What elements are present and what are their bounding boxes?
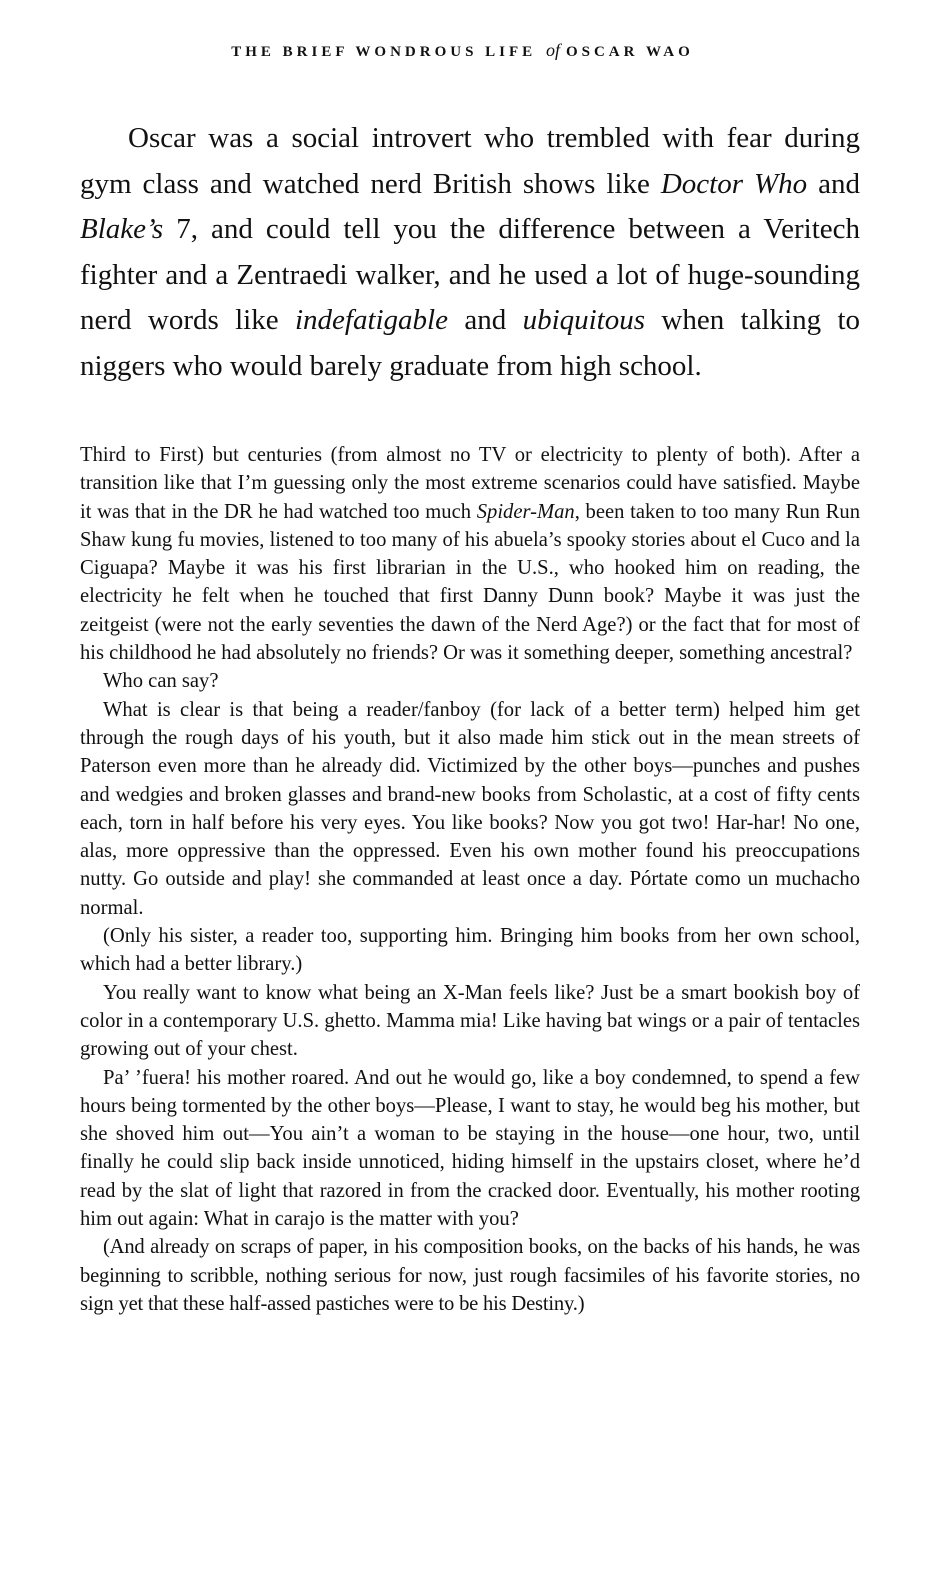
paragraph-2: Who can say?: [103, 670, 219, 693]
pull-quote-italic: ubiquitous: [522, 304, 646, 336]
running-head-of: of: [545, 40, 560, 60]
body-text: [80, 441, 860, 1318]
paragraph-1: [80, 441, 860, 667]
pull-quote-text: and: [447, 304, 523, 336]
pull-quote-text: 7, and could tell you the difference between a Veritech fighter and a Zentraedi walker, and he used a lot of huge-sounding nerd words like: [80, 213, 860, 336]
paragraph-7: (And already on scraps of paper, in his composition books, on the backs of his hands, he was beginning to scribble, nothing serious for now, just rough facsimiles of his favorite stories, no sign yet that these half-assed pastiches were to be his Destiny.): [80, 1236, 860, 1315]
paragraph-3: What is clear is that being a reader/fanboy (for lack of a better term) helped him get through the rough days of his youth, but it also made him stick out in the mean streets of Paterson even more than he already did. Victimized by the other boys—punches and pushes and wedgies and broken glasses and brand-new books from Scholastic, at a cost of fifty cents each, torn in half before his very eyes. You like books? Now you got two! Har-har! No one, alas, more oppressive than the oppressed. Even his own mother found his preoccupations nutty. Go outside and play! she commanded at least once a day. Pórtate como un muchacho normal.: [80, 698, 860, 919]
pull-quote-italic: indefatigable: [294, 304, 448, 336]
paragraph-text: , been taken to too many Run Run Shaw kung fu movies, listened to too many of his abuela’s spooky stories about el Cuco and la Ciguapa? Maybe it was his first librarian in the U.S., who hooked him on reading, the electricity he felt when he touched that first Danny Dunn book? Maybe it was just the zeitgeist (were not the early seventies the dawn of the Nerd Age?) or the fact that for most of his childhood he had absolutely no friends? Or was it something deeper, something ancestral?: [80, 500, 860, 665]
pull-quote-text: and: [807, 167, 861, 200]
pull-quote-italic: Blake’s: [80, 213, 164, 245]
paragraph-6: Pa’ ’fuera! his mother roared. And out he would go, like a boy condemned, to spend a few hours being tormented by the other boys—Please, I want to stay, he would beg his mother, but she shoved him out—You ain’t a woman to be staying in the house—one hour, two, until finally he could slip back inside unnoticed, hiding himself in the upstairs closet, where he’d read by the slat of light that razored in from the cracked door. Eventually, his mother rooting him out again: What in carajo is the matter with you?: [80, 1066, 860, 1231]
running-head: [0, 40, 925, 61]
running-head-title: THE BRIEF WONDROUS LIFE: [231, 44, 537, 60]
pull-quote-text: when talking to niggers who would barely graduate from high school.: [80, 304, 860, 382]
running-head-author: OSCAR WAO: [565, 44, 694, 60]
paragraph-5: You really want to know what being an X-Man feels like? Just be a smart bookish boy of color in a contemporary U.S. ghetto. Mamma mia! Like having bat wings or a pair of tentacles growing out of your chest.: [80, 981, 860, 1061]
pull-quote-text: Oscar was a social introvert who trembled with fear during gym class and watched nerd British shows like: [80, 122, 860, 200]
pull-quote-italic: Doctor Who: [660, 167, 808, 200]
paragraph-text: Third to First) but centuries (from almost no TV or electricity to plenty of both). After a transition like that I’m guessing only the most extreme scenarios could have satisfied. Maybe it was that in the DR he had watched too much: [80, 444, 860, 523]
paragraph-italic: Spider-Man: [476, 500, 575, 523]
paragraph-4: (Only his sister, a reader too, supporting him. Bringing him books from her own school, which had a better library.): [80, 925, 860, 976]
pull-quote: [80, 116, 860, 389]
